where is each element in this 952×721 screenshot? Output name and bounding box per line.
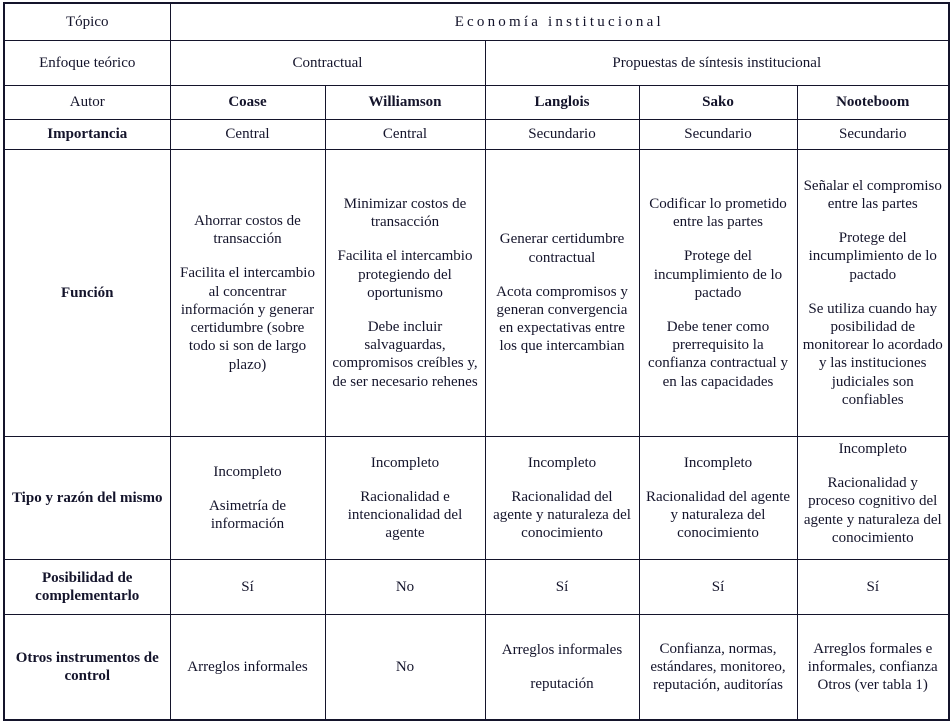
otros-coase xyxy=(170,615,325,721)
table-row-topic xyxy=(4,3,949,41)
table-row-approach xyxy=(4,41,949,86)
author-nooteboom: Nooteboom xyxy=(797,86,949,120)
otros-sako-item-1: Confianza, normas, estándares, monitoreo, reputación, auditorías xyxy=(650,640,786,694)
funcion-nooteboom-item-1: Señalar el compromiso entre las partes xyxy=(803,177,942,212)
funcion-williamson-item-2: Facilita el intercambio protegiendo del oportunismo xyxy=(337,248,473,301)
table-row-otros-instrumentos xyxy=(4,615,949,721)
author-williamson: Williamson xyxy=(325,86,485,120)
posibilidad-coase: Sí xyxy=(170,560,325,615)
approach-label: Enfoque teórico xyxy=(4,41,170,86)
table-row-tipo-razon xyxy=(4,437,949,560)
row-label-importancia: Importancia xyxy=(4,120,170,150)
tipo-williamson-item-2: Racionalidad e intencionalidad del agente xyxy=(347,488,463,542)
funcion-coase-item-2: Facilita el intercambio al concentrar información y generar certidumbre (sobre todo si son de largo plazo) xyxy=(180,265,315,373)
importancia-sako: Secundario xyxy=(639,120,797,150)
tipo-coase-item-2: Asimetría de información xyxy=(208,497,287,533)
tipo-williamson-item-1: Incompleto xyxy=(370,454,440,471)
approach-contractual: Contractual xyxy=(170,41,485,86)
table-row-posibilidad xyxy=(4,560,949,615)
topic-value: Economía institucional xyxy=(170,3,949,41)
otros-coase-item-1: Arreglos informales xyxy=(187,658,308,675)
funcion-sako-item-1: Codificar lo prometido entre las partes xyxy=(649,195,787,231)
table-row-author xyxy=(4,86,949,120)
funcion-sako-item-2: Protege del incumplimiento de lo pactado xyxy=(653,248,783,301)
author-coase: Coase xyxy=(170,86,325,120)
otros-sako xyxy=(639,615,797,721)
row-label-posibilidad: Posibilidad de complementarlo xyxy=(4,560,170,615)
author-sako: Sako xyxy=(639,86,797,120)
importancia-langlois: Secundario xyxy=(485,120,639,150)
otros-williamson-item-1: No xyxy=(395,658,415,675)
funcion-williamson xyxy=(325,150,485,437)
importancia-nooteboom: Secundario xyxy=(797,120,949,150)
row-label-funcion: Función xyxy=(4,150,170,437)
tipo-langlois-item-1: Incompleto xyxy=(527,454,597,471)
tipo-nooteboom-item-1: Incompleto xyxy=(838,441,907,457)
otros-langlois-item-2: reputación xyxy=(530,675,594,692)
tipo-williamson xyxy=(325,437,485,560)
otros-langlois xyxy=(485,615,639,721)
table-row-importancia xyxy=(4,120,949,150)
comparison-table-container xyxy=(3,0,950,721)
approach-synthesis: Propuestas de síntesis institucional xyxy=(485,41,949,86)
funcion-langlois-item-1: Generar certidumbre contractual xyxy=(499,231,625,266)
funcion-sako-item-3: Debe tener como prerrequisito la confianza contractual y en las capacidades xyxy=(648,318,788,390)
funcion-sako xyxy=(639,150,797,437)
tipo-nooteboom-item-2: Racionalidad y proceso cognitivo del agente y naturaleza del conocimiento xyxy=(803,475,942,546)
funcion-nooteboom-item-3: Se utiliza cuando hay posibilidad de monitorear lo acordado y las instituciones judiciales son confiables xyxy=(802,300,943,409)
table-row-funcion xyxy=(4,150,949,437)
tipo-sako-item-2: Racionalidad del agente y naturaleza del conocimiento xyxy=(645,488,791,542)
tipo-sako xyxy=(639,437,797,560)
funcion-langlois xyxy=(485,150,639,437)
author-label: Autor xyxy=(4,86,170,120)
posibilidad-langlois: Sí xyxy=(485,560,639,615)
importancia-coase: Central xyxy=(170,120,325,150)
funcion-coase-item-1: Ahorrar costos de transacción xyxy=(194,212,301,248)
tipo-nooteboom xyxy=(797,437,949,560)
otros-langlois-item-1: Arreglos informales xyxy=(501,641,623,658)
institutional-economics-comparison-table xyxy=(3,2,950,721)
posibilidad-nooteboom: Sí xyxy=(797,560,949,615)
tipo-coase xyxy=(170,437,325,560)
topic-label: Tópico xyxy=(4,3,170,41)
row-label-otros-instrumentos: Otros instrumentos de control xyxy=(4,615,170,721)
otros-nooteboom xyxy=(797,615,949,721)
funcion-coase xyxy=(170,150,325,437)
funcion-williamson-item-1: Minimizar costos de transacción xyxy=(343,195,467,231)
otros-nooteboom-item-1: Arreglos formales e informales, confianza Otros (ver tabla 1) xyxy=(807,640,938,694)
author-langlois: Langlois xyxy=(485,86,639,120)
otros-williamson xyxy=(325,615,485,721)
tipo-langlois-item-2: Racionalidad del agente y naturaleza del conocimiento xyxy=(493,488,631,542)
importancia-williamson: Central xyxy=(325,120,485,150)
tipo-coase-item-1: Incompleto xyxy=(213,463,282,480)
funcion-langlois-item-2: Acota compromisos y generan convergencia en expectativas entre los que intercambian xyxy=(496,283,628,355)
tipo-sako-item-1: Incompleto xyxy=(683,454,753,471)
row-label-tipo-razon: Tipo y razón del mismo xyxy=(4,437,170,560)
posibilidad-williamson: No xyxy=(325,560,485,615)
posibilidad-sako: Sí xyxy=(639,560,797,615)
funcion-williamson-item-3: Debe incluir salvaguardas, compromisos creíbles y, de ser necesario rehenes xyxy=(332,318,478,390)
funcion-nooteboom-item-2: Protege del incumplimiento de lo pactado xyxy=(808,229,937,283)
tipo-langlois xyxy=(485,437,639,560)
funcion-nooteboom xyxy=(797,150,949,437)
